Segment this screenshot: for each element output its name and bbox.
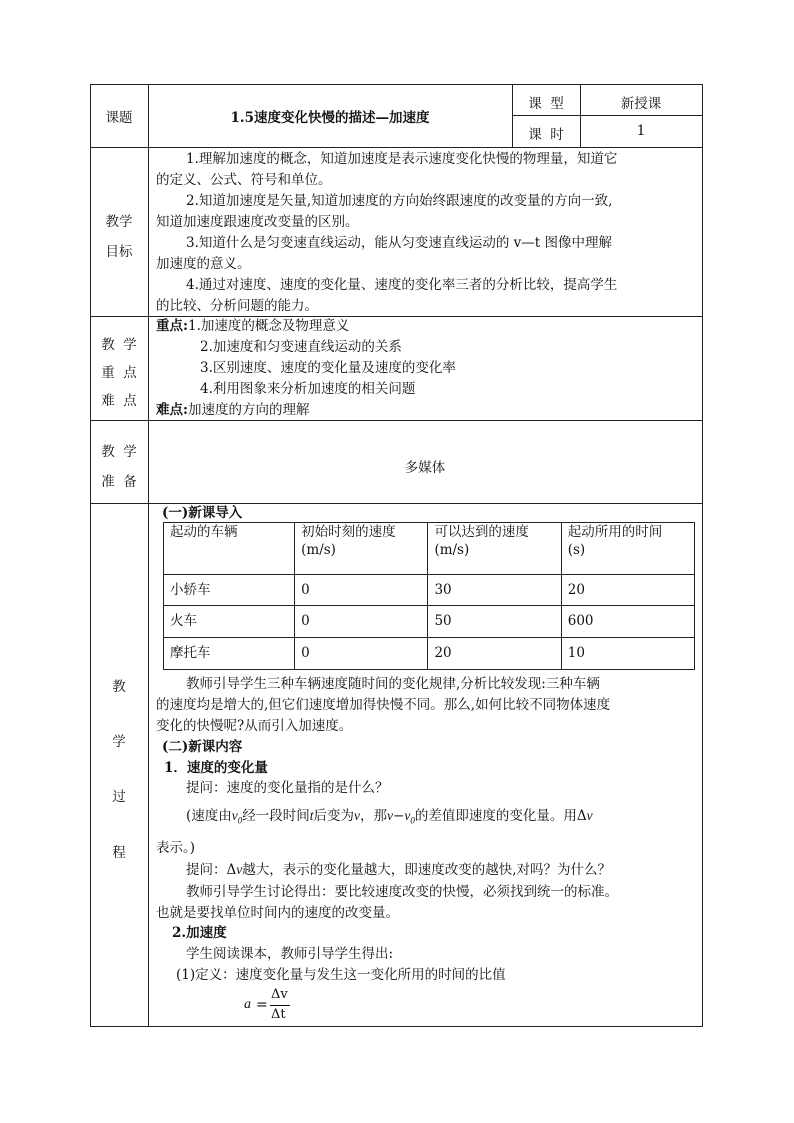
label-process-1: 教 [112,679,126,695]
label-key-3: 难 点 [101,393,137,409]
objective-line: 2.知道加速度是矢量,知道加速度的方向始终跟速度的改变量的方向一致, [186,193,613,209]
label-key-1: 教 学 [101,337,137,353]
table-divider [512,115,703,116]
label-objectives-2: 目标 [105,244,133,260]
table-divider [148,84,149,1026]
intro-paragraph-line: 变化的快慢呢?从而引入加速度。 [156,718,353,734]
table-header-cell: 初始时刻的速度 (m/s) [295,523,428,575]
table-cell: 火车 [164,606,295,638]
objective-line: 的比较、分析问题的能力。 [156,298,318,314]
table-divider [90,147,703,148]
label-process-3: 过 [112,789,126,805]
table-header-row [164,523,695,575]
table-cell: 20 [561,575,694,606]
objective-line: 3.知道什么是匀变速直线运动，能从匀变速直线运动的 v—t 图像中理解 [186,235,613,251]
objective-line: 加速度的意义。 [156,256,251,272]
fraction-bar [270,1005,290,1006]
answer-line-end: 表示。) [156,840,196,856]
label-process-4: 程 [112,845,126,861]
difficult-point: 难点:加速度的方向的理解 [156,402,310,418]
table-header-cell: 起动的车辆 [164,523,295,575]
discussion-line: 也就是要找单位时间内的速度的改变量。 [156,905,399,921]
definition-line: (1)定义：速度变化量与发生这一变化所用的时间的比值 [176,967,506,983]
table-header-cell: 可以达到的速度 (m/s) [428,523,561,575]
table-cell: 0 [295,638,428,670]
question-1: 提问：速度的变化量指的是什么？ [186,780,389,796]
table-divider [90,420,703,421]
formula-a: a [244,997,251,1012]
table-header-cell: 起动所用的时间 (s) [561,523,694,575]
subheading-acceleration: 2.加速度 [172,925,227,941]
table-cell: 0 [295,606,428,638]
section-new-heading: (二)新课内容 [162,739,243,755]
difficult-title: 难点: [156,402,188,418]
table-border-top [90,84,703,85]
objective-line: 的定义、公式、符号和单位。 [156,172,332,188]
table-row [164,606,695,638]
table-cell: 600 [561,606,694,638]
label-process-2: 学 [112,734,126,750]
section-intro-heading: (一)新课导入 [162,505,243,521]
label-prep-1: 教 学 [101,444,137,460]
table-border-right [702,84,703,1026]
objective-line: 1.理解加速度的概念，知道加速度是表示速度变化快慢的物理量，知道它 [186,151,618,167]
table-cell: 摩托车 [164,638,295,670]
reading-line: 学生阅读课本，教师引导学生得出: [186,946,394,962]
subheading-velocity-change: 1．速度的变化量 [164,760,268,776]
type-value: 新授课 [620,96,662,112]
table-cell: 10 [561,638,694,670]
label-type: 课 型 [528,96,564,112]
acceleration-formula [244,987,304,1023]
formula-equals: = [256,997,268,1013]
objective-line: 知道加速度跟速度改变量的区别。 [156,214,359,230]
table-row [164,638,695,670]
objective-line: 4.通过对速度、速度的变化量、速度的变化率三者的分析比较，提高学生 [186,277,618,293]
key-point-item: 2.加速度和匀变速直线运动的关系 [200,339,402,355]
intro-paragraph-line: 的速度均是增大的,但它们速度增加得快慢不同。那么,如何比较不同物体速度 [156,697,611,713]
key-point-item: 重点:1.加速度的概念及物理意义 [156,318,350,334]
discussion-line: 教师引导学生讨论得出：要比较速度改变的快慢，必须找到统一的标准。 [186,884,618,900]
hours-value: 1 [636,123,646,139]
label-topic: 课题 [105,110,133,126]
table-cell: 30 [428,575,561,606]
answer-line: (速度由$v_0$经一段时间t后变为v，那$v-v_0$的差值即速度的变化量。用Δv [186,808,593,826]
key-point-item: 4.利用图象来分析加速度的相关问题 [200,381,416,397]
label-prep-2: 准 备 [101,474,137,490]
intro-paragraph-line: 教师引导学生三种车辆速度随时间的变化规律,分析比较发现:三种车辆 [186,676,600,692]
lesson-title: 1.5速度变化快慢的描述—加速度 [230,110,430,126]
formula-denominator: Δt [271,1007,286,1022]
table-cell: 50 [428,606,561,638]
table-cell: 20 [428,638,561,670]
label-hours: 课 时 [528,127,564,143]
table-row [164,575,695,606]
formula-numerator: Δv [271,987,288,1002]
vehicle-table [163,522,695,670]
prep-content: 多媒体 [404,460,446,476]
table-cell: 小轿车 [164,575,295,606]
label-key-2: 重 点 [101,365,137,381]
key-title: 重点: [156,318,188,334]
table-border-bottom [90,1026,703,1027]
question-2: 提问：Δv越大，表示的变化量越大，即速度改变的越快,对吗？为什么？ [186,862,612,878]
key-point-item: 3.区别速度、速度的变化量及速度的变化率 [200,360,456,376]
label-objectives-1: 教学 [105,214,133,230]
table-cell: 0 [295,575,428,606]
